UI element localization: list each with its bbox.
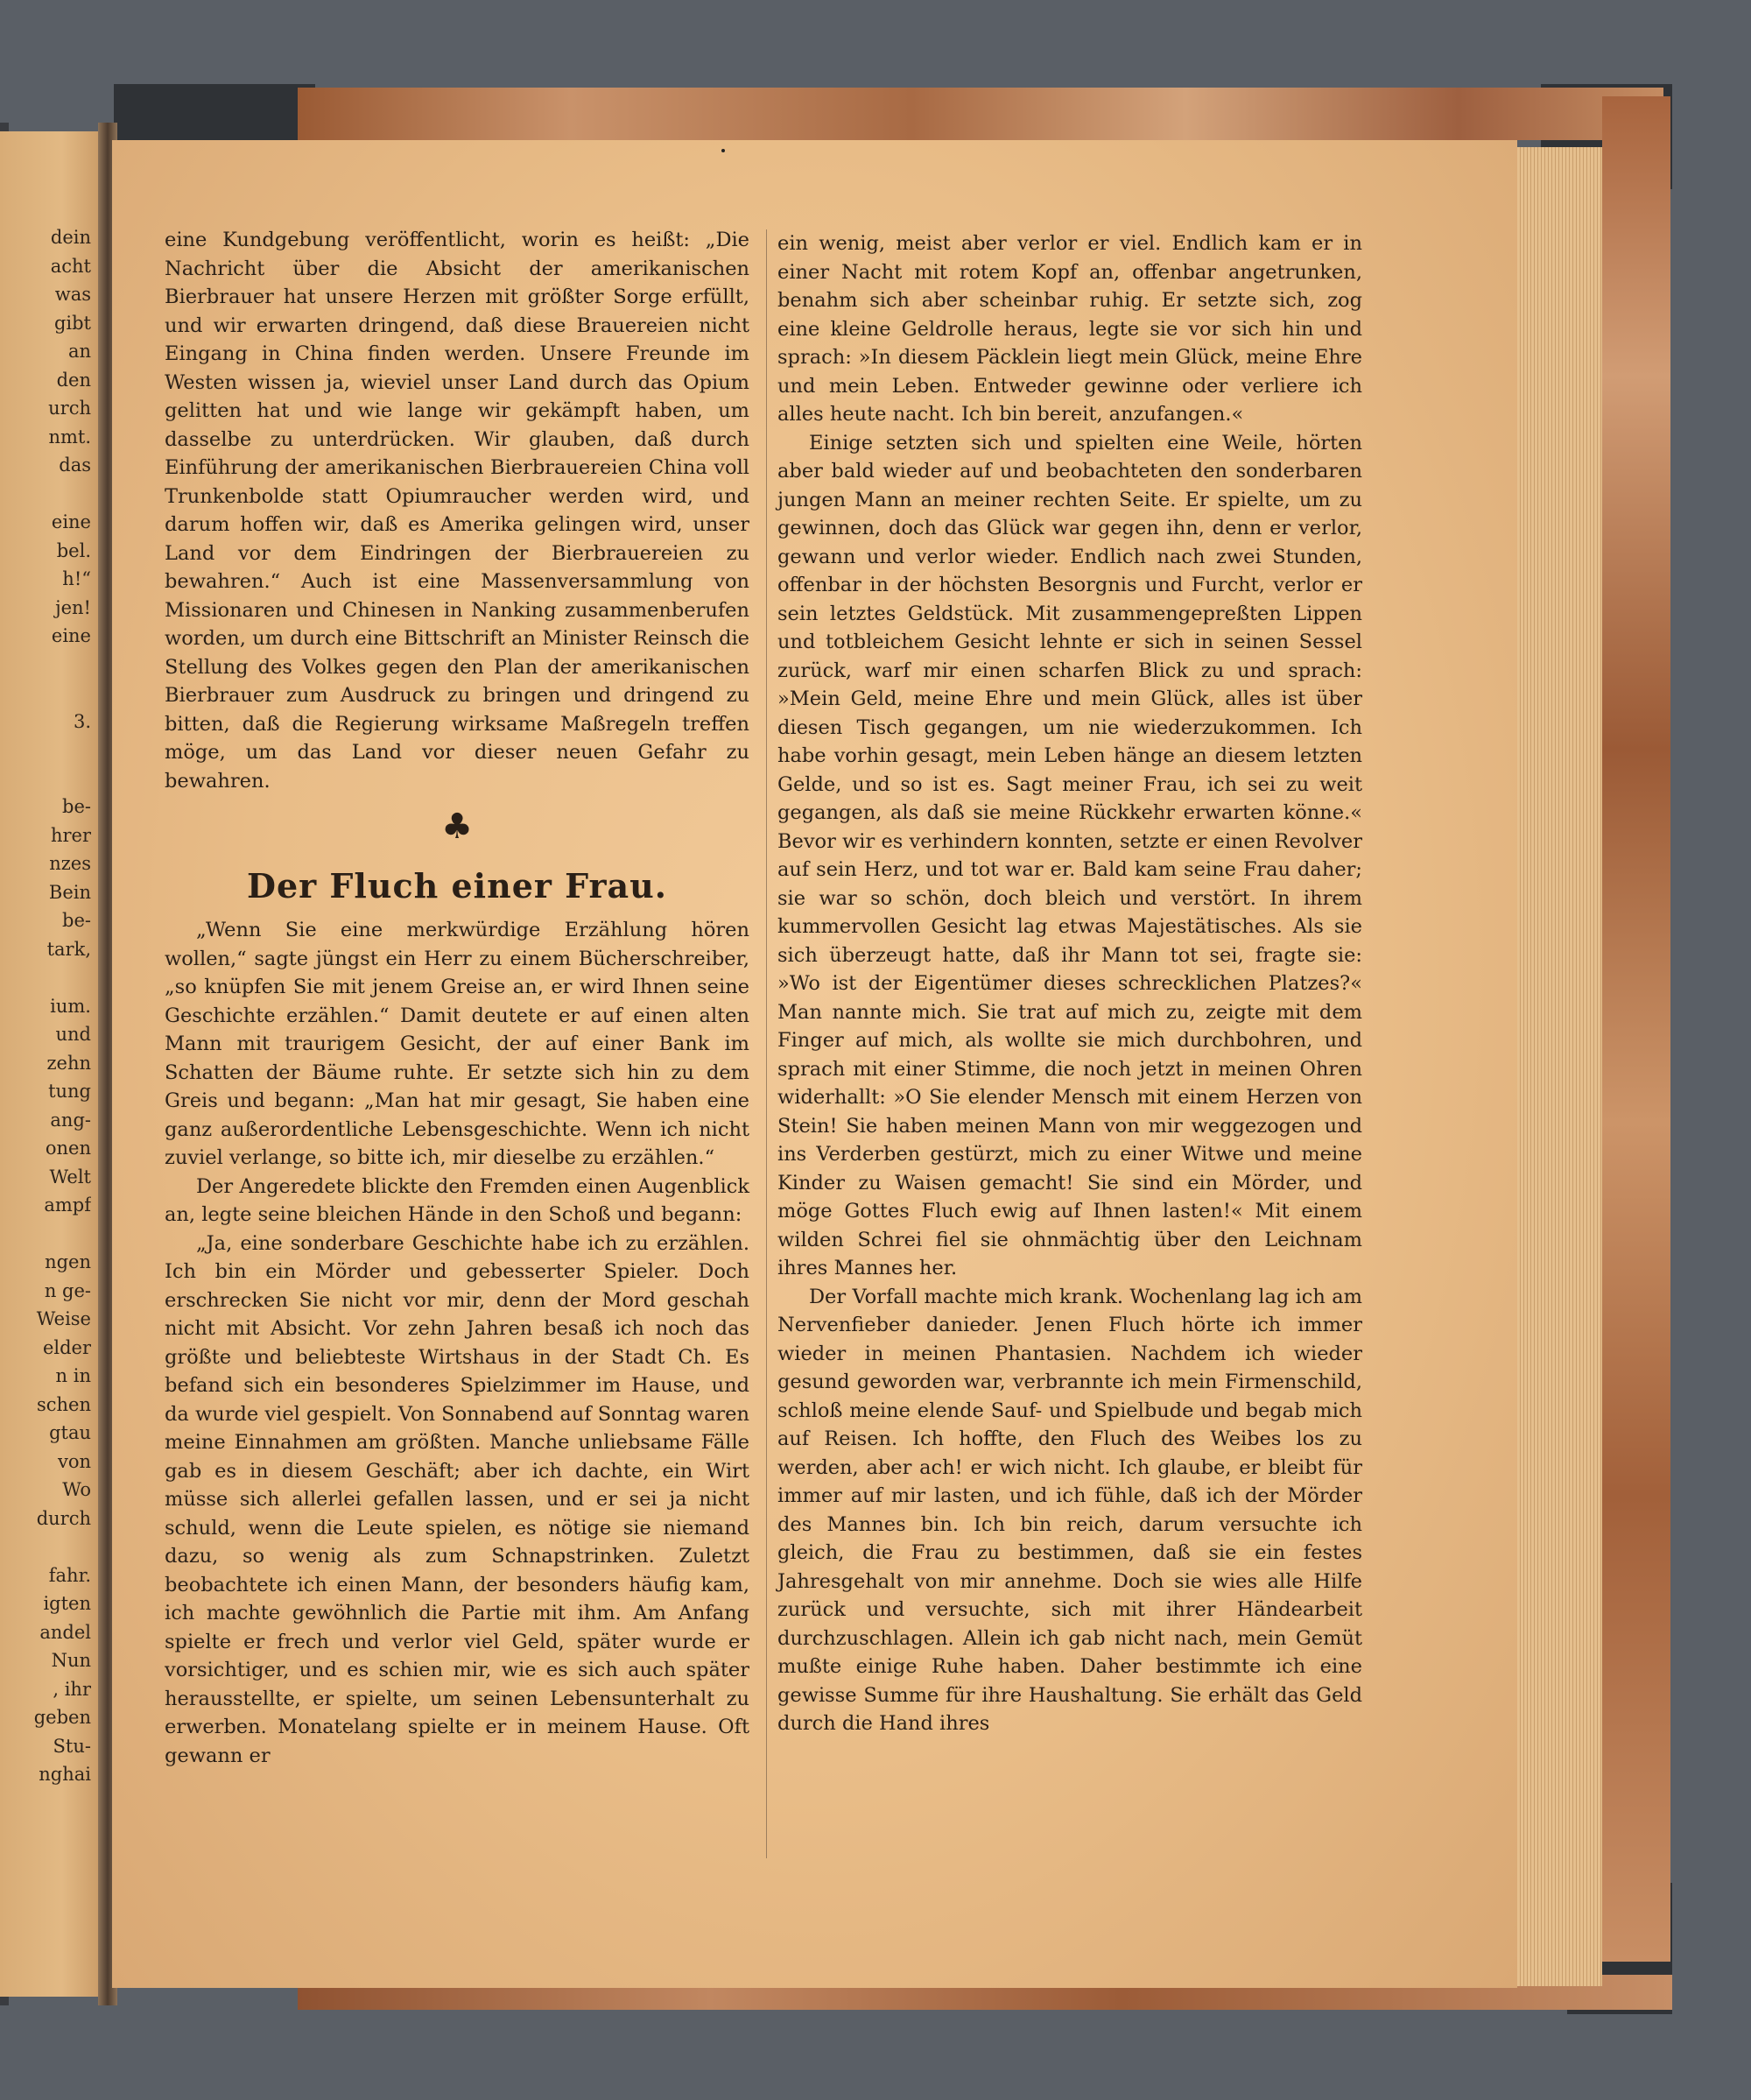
left-page-line-fragment: Stu-	[53, 1735, 91, 1757]
book-corner-top-left	[114, 84, 315, 145]
left-page-line-fragment: den	[56, 369, 91, 391]
column-divider	[766, 229, 767, 1858]
marbled-cover-top	[298, 88, 1663, 140]
left-page-line-fragment: fahr.	[48, 1564, 91, 1586]
paragraph: ein wenig, meist aber verlor er viel. Endlich kam er in einer Nacht mit rotem Kopf an, offenbar angetrunken, benahm sich aber scheinbar ruhig. Er setzte sich, zog eine kleine Geldrolle heraus, legte sie vor sich hin und sprach: »In diesem Päcklein liegt mein Glück, meine Ehre und mein Leben. Entweder gewinne oder verliere ich alles heute nacht. Ich bin bereit, anzufangen.«	[777, 232, 1362, 426]
left-page-line-fragment: geben	[33, 1707, 91, 1728]
left-page-line-fragment: urch	[48, 398, 91, 419]
left-page-line-fragment: onen	[45, 1138, 91, 1159]
left-page-line-fragment: tung	[48, 1081, 91, 1102]
left-page-line-fragment: tark,	[46, 938, 91, 960]
left-page-line-fragment: Weise	[36, 1308, 91, 1329]
left-page-line-fragment: be-	[62, 910, 91, 931]
left-page-line-fragment: schen	[36, 1393, 91, 1415]
left-page-line-fragment: nmt.	[48, 426, 91, 447]
left-page-line-fragment: acht	[50, 255, 91, 277]
left-page-line-fragment: igten	[43, 1593, 91, 1614]
paragraph: Der Vorfall machte mich krank. Wochenlang lag ich am Nervenfieber danieder. Jenen Fluch hörte ich immer wieder in meinen Phantasien. Nachdem ich wieder gesund geworden war, verbrannte ich mein Firmenschild, schloß meine elende Sauf- und Spielbude und begab mich auf Reisen. Ich hoffte, den Fluch des Weibes los zu werden, aber ach! er wich nicht. Ich glaube, er bleibt für immer auf mir lasten, und ich fühle, daß ich der Mörder des Mannes bin. Ich bin reich, darum versuchte ich gleich, die Frau zu bestimmen, daß sie ein festes Jahresgehalt von mir annehme. Doch sie wies alle Hilfe zurück und versuchte, sich mit ihrer Händearbeit durchzuschlagen. Allein ich gab nicht nach, mein Gemüt mußte einige Ruhe haben. Daher bestimmte ich eine gewisse Summe für ihre Haushaltung. Sie erhält das Geld durch die Hand ihres	[777, 1285, 1362, 1735]
left-page-line-fragment: dein	[50, 227, 91, 248]
left-page-line-fragment: eine	[51, 625, 91, 646]
paragraph: „Ja, eine sonderbare Geschichte habe ich zu erzählen. Ich bin ein Mörder und gebesserter Spieler. Doch erschrecken Sie nicht vor mir, denn der Mord geschah nicht mit Absicht. Vor zehn Jahren besaß ich noch das größte und beliebteste Wirtshaus in der Stadt Ch. Es befand sich ein besonderes Spielzimmer im Hause, und da wurde viel gespielt. Von Sonnabend auf Sonntag waren meine Einnahmen am größten. Manche unliebsame Fälle gab es in diesem Geschäft; aber ich dachte, ein Wirt müsse sich allerlei gefallen lassen, und er sei ja nicht schuld, wenn die Leute spielen, es nötige sie niemand dazu, so wenig als zum Schnapstrinken. Zuletzt beobachtete ich einen Mann, der besonders häufig kam, ich machte gewöhnlich die Partie mit ihm. Am Anfang spielte er frech und verlor viel Geld, später wurde er vorsichtiger, und es schien mir, wie es sich auch später herausstellte, er spielte, um seinen Lebensunterhalt zu erwerben. Monatelang spielte er in meinem Hause. Oft gewann er	[165, 1231, 749, 1767]
left-page-line-fragment: elder	[42, 1336, 91, 1358]
left-page-line-fragment: von	[57, 1450, 91, 1472]
text-column-left	[165, 226, 749, 1770]
left-page-line-fragment: 3.	[73, 710, 91, 732]
paragraph: „Wenn Sie eine merkwürdige Erzählung hören wollen,“ sagte jüngst ein Herr zu einem Bücherschreiber, „so knüpfen Sie mit jenem Greise an, er wird Ihnen seine Geschichte erzählen.“ Damit deutete er auf einen alten Mann mit traurigem Gesicht, der auf einer Bank im Schatten der Bäume ruhte. Er setzte sich hin zu dem Greis und begann: „Man hat mir gesagt, Sie haben eine ganz außerordentliche Lebensgeschichte. Wenn ich nicht zuviel verlange, so bitte ich, mir dieselbe zu erzählen.“	[165, 919, 749, 1169]
left-page-line-fragment: eine	[51, 511, 91, 532]
left-page-line-fragment: nghai	[39, 1764, 91, 1785]
left-page-line-fragment: zehn	[46, 1052, 91, 1074]
left-page-line-fragment: andel	[39, 1621, 91, 1643]
page-speck	[721, 149, 725, 152]
marbled-cover-right	[1602, 96, 1670, 1962]
left-page-line-fragment: was	[54, 284, 91, 305]
left-page-line-fragment: ium.	[50, 995, 91, 1017]
left-page-line-fragment: Bein	[48, 881, 91, 903]
left-page-line-fragment: und	[55, 1024, 91, 1045]
left-page-line-fragment: h!“	[62, 568, 91, 589]
left-page-line-fragment: an	[67, 341, 91, 362]
left-page-line-fragment: das	[59, 455, 91, 476]
left-page-line-fragment: durch	[36, 1507, 91, 1529]
paragraph: Der Angeredete blickte den Fremden einen Augenblick an, legte seine bleichen Hände in den Schoß und begann:	[165, 1174, 749, 1226]
left-page-line-fragment: bel.	[56, 539, 91, 561]
text-column-right	[777, 229, 1362, 1738]
page-edges	[1510, 147, 1602, 1986]
left-page-line-fragment: n ge-	[44, 1279, 91, 1301]
left-page-line-fragment: ang-	[50, 1109, 91, 1131]
left-page	[0, 131, 103, 1997]
left-page-line-fragment: nzes	[49, 853, 91, 874]
article-heading: Der Fluch einer Frau.	[247, 866, 667, 906]
left-page-line-fragment: ngen	[45, 1251, 91, 1272]
left-page-line-fragment: gtau	[49, 1422, 91, 1443]
left-page-line-fragment: , ihr	[53, 1678, 91, 1700]
left-page-line-fragment: be-	[62, 796, 91, 817]
left-page-line-fragment: gibt	[53, 312, 91, 334]
left-page-line-fragment: Welt	[49, 1166, 91, 1187]
ornament-fleuron: ♣	[441, 807, 473, 847]
left-page-line-fragment: Wo	[62, 1479, 91, 1500]
paragraph: eine Kundgebung veröffentlicht, worin es heißt: „Die Nachricht über die Absicht der amerikanischen Bierbrauer hat unsere Herzen mit größter Sorge erfüllt, und wir erwarten dringend, daß diese Brauereien nicht Eingang in China finden werden. Unsere Freunde im Westen wissen ja, wieviel unser Land durch das Opium gelitten hat und wie lange wir gekämpft haben, um dasselbe zu unterdrücken. Wir glauben, daß durch Einführung der amerikanischen Bierbrauereien China voll Trunkenbolde statt Opiumraucher werden wird, und darum hoffen wir, daß es Amerika gelingen wird, unser Land vor dem Eindringen der Bierbrauereien zu bewahren.“ Auch ist eine Massenversammlung von Missionaren und Chinesen in Nanking zusammenberufen worden, um durch eine Bittschrift an Minister Reinsch die Stellung des Volkes gegen den Plan der amerikanischen Bierbrauer zum Ausdruck zu bringen und dringend zu bitten, daß die Regierung wirksame Maßregeln treffen möge, um das Land vor dieser neuen Gefahr zu bewahren.	[165, 229, 749, 793]
paragraph: Einige setzten sich und spielten eine Weile, hörten aber bald wieder auf und beobachteten den sonderbaren jungen Mann an meiner rechten Seite. Er spielte, um zu gewinnen, doch das Glück war gegen ihn, denn er verlor, gewann und verlor wieder. Endlich nach zwei Stunden, offenbar in der höchsten Besorgnis und Furcht, verlor er sein letztes Geldstück. Mit zusammengepreßten Lippen und totbleichem Gesicht lehnte er sich in seinen Sessel zurück, warf mir einen scharfen Blick zu und sprach: »Mein Geld, meine Ehre und mein Glück, alles ist über diesen Tisch gegangen, um nie wiederzukommen. Ich habe vorhin gesagt, mein Leben hänge an diesem letzten Gelde, und so ist es. Sagt meiner Frau, ich sei zu weit gegangen, als daß sie meine Rückkehr erwarten könne.« Bevor wir es verhindern konnten, setzte er einen Revolver auf sein Herz, und tot war er. Bald kam seine Frau daher; sie war so schön, doch bleich und verstört. In ihrem kummervollen Gesicht lag etwas Majestätisches. Als sie sich überzeugt hatte, daß ihr Mann tot sei, fragte sie: »Wo ist der Eigentümer dieses schrecklichen Platzes?« Man nannte mich. Sie trat auf mich zu, zeigte mit dem Finger auf mich, als wollte sie mich durchbohren, und sprach mit einer Stimme, die noch jetzt in meinen Ohren widerhallt: »O Sie elender Mensch mit einem Herzen von Stein! Sie haben meinen Mann von mir weggezogen und ins Verderben gestürzt, mich zu einer Witwe und meine Kinder zu Waisen gemacht! Sie sind ein Mörder, und möge Gottes Fluch ewig auf Ihnen lasten!« Mit einem wilden Schrei fiel sie ohnmächtig über den Leichnam ihres Mannes her.	[777, 431, 1362, 1279]
left-page-line-fragment: n in	[55, 1365, 91, 1386]
left-page-line-fragment: ampf	[44, 1194, 91, 1216]
left-page-line-fragment: jen!	[55, 596, 91, 618]
left-page-line-fragment: Nun	[51, 1650, 91, 1671]
left-page-line-fragment: hrer	[50, 824, 91, 846]
